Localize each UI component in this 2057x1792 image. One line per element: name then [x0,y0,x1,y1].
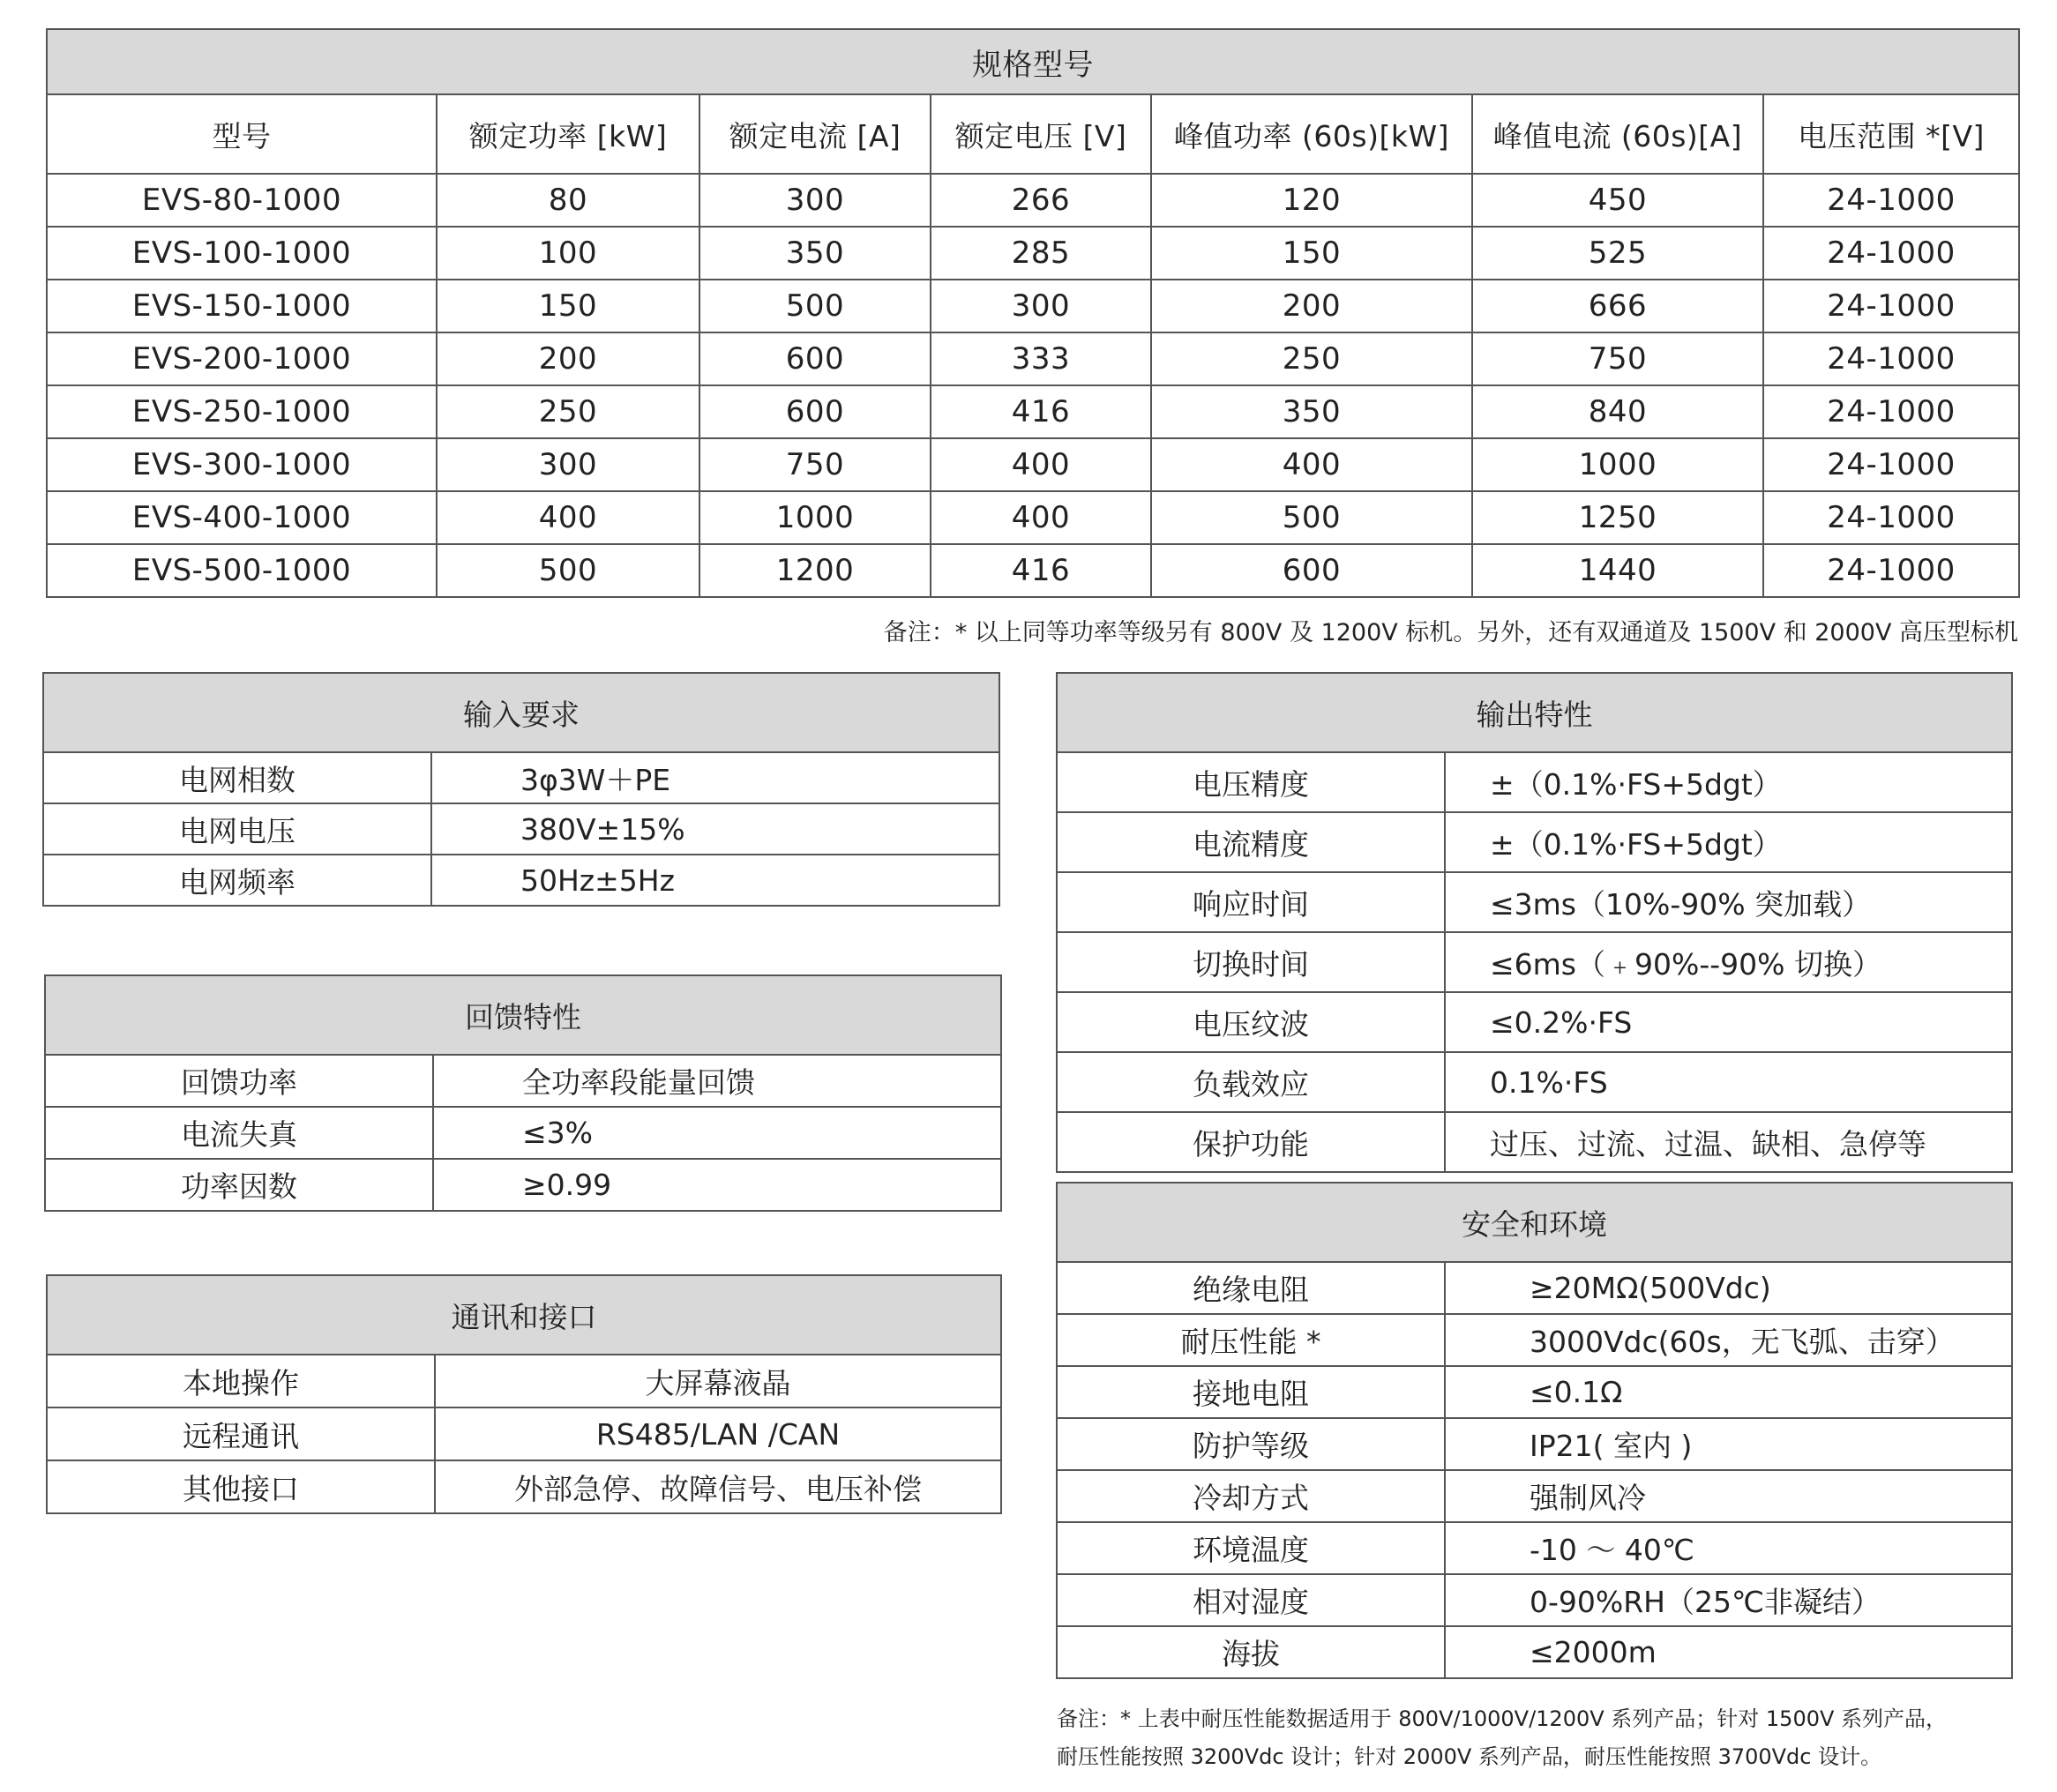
table-cell: 24-1000 [1763,491,2019,544]
table-row [47,280,2019,332]
table-row [47,332,2019,385]
table-cell: 24-1000 [1763,332,2019,385]
table-row [47,1460,1001,1513]
param-value: 0.1%·FS [1445,1052,2012,1112]
table-row [47,438,2019,491]
table-cell: 400 [1151,438,1472,491]
table-row [47,227,2019,280]
table-cell: 1000 [699,491,931,544]
param-value: 过压、过流、过温、缺相、急停等 [1445,1112,2012,1172]
param-value: ≤3% [433,1107,1001,1159]
table-row [45,1159,1001,1211]
param-value: ≤6ms（﹢90%--90% 切换） [1445,932,2012,992]
table-cell: 300 [931,280,1151,332]
param-value: 全功率段能量回馈 [433,1055,1001,1107]
param-label: 电流精度 [1057,812,1445,872]
table-row [1057,872,2012,932]
table-row [1057,1112,2012,1172]
param-label: 海拔 [1057,1626,1445,1678]
param-label: 电压纹波 [1057,992,1445,1052]
table-row [47,491,2019,544]
spec-table-title: 规格型号 [47,29,2019,94]
table-cell: 600 [699,332,931,385]
table-cell: 1250 [1472,491,1763,544]
safety-table [1056,1182,2013,1679]
table-cell: 600 [699,385,931,438]
table-row [45,1107,1001,1159]
table-row [1057,752,2012,812]
table-cell: 1000 [1472,438,1763,491]
table-cell: 24-1000 [1763,385,2019,438]
table-cell: 666 [1472,280,1763,332]
table-row [1057,1052,2012,1112]
safety-note-line: 备注：* 上表中耐压性能数据适用于 800V/1000V/1200V 系列产品；针对 1500V 系列产品， [1057,1706,1948,1731]
table-row [1057,992,2012,1052]
table-cell: 100 [437,227,699,280]
table-cell: EVS-150-1000 [47,280,437,332]
param-label: 耐压性能 * [1057,1314,1445,1366]
table-cell: 150 [437,280,699,332]
param-value: ≥0.99 [433,1159,1001,1211]
param-value: ≥20MΩ(500Vdc) [1445,1262,2012,1314]
safety-note [1057,1700,1947,1776]
param-label: 绝缘电阻 [1057,1262,1445,1314]
table-row [1057,1574,2012,1626]
table-cell: 400 [437,491,699,544]
param-label: 响应时间 [1057,872,1445,932]
param-label: 负载效应 [1057,1052,1445,1112]
table-row [1057,932,2012,992]
table-cell: 200 [437,332,699,385]
feedback-table-title: 回馈特性 [45,975,1001,1055]
table-cell: 500 [1151,491,1472,544]
table-cell: 300 [437,438,699,491]
param-value: ≤0.1Ω [1445,1366,2012,1418]
table-row [1057,1262,2012,1314]
column-header: 电压范围 *[V] [1763,94,2019,174]
comm-table [46,1274,1002,1514]
spec-note: 备注：* 以上同等功率等级另有 800V 及 1200V 标机。另外，还有双通道及 1500V 和 2000V 高压型标机 [883,619,2018,646]
spec-table [46,28,2020,598]
param-value: 大屏幕液晶 [435,1355,1001,1407]
table-cell: EVS-400-1000 [47,491,437,544]
param-value: ≤3ms（10%-90% 突加载） [1445,872,2012,932]
table-cell: 250 [1151,332,1472,385]
table-cell: 400 [931,438,1151,491]
column-header: 峰值功率 (60s)[kW] [1151,94,1472,174]
param-label: 回馈功率 [45,1055,433,1107]
table-cell: 285 [931,227,1151,280]
param-label: 电流失真 [45,1107,433,1159]
param-label: 切换时间 [1057,932,1445,992]
table-cell: 300 [699,174,931,227]
table-row [1057,1314,2012,1366]
param-value: ≤0.2%·FS [1445,992,2012,1052]
table-cell: 80 [437,174,699,227]
table-cell: 350 [699,227,931,280]
param-value: IP21( 室内 ) [1445,1418,2012,1470]
feedback-table [44,974,1002,1212]
table-cell: 24-1000 [1763,544,2019,597]
param-label: 其他接口 [47,1460,435,1513]
table-row [47,174,2019,227]
column-header: 额定电压 [V] [931,94,1151,174]
param-value: ±（0.1%·FS+5dgt） [1445,812,2012,872]
table-cell: 500 [699,280,931,332]
table-row [43,752,999,803]
table-cell: 1200 [699,544,931,597]
column-header: 额定电流 [A] [699,94,931,174]
table-row [1057,1626,2012,1678]
param-value: 3φ3W＋PE [431,752,999,803]
comm-table-title: 通讯和接口 [47,1275,1001,1355]
table-cell: 416 [931,544,1151,597]
param-label: 冷却方式 [1057,1470,1445,1522]
param-label: 防护等级 [1057,1418,1445,1470]
column-header: 峰值电流 (60s)[A] [1472,94,1763,174]
output-table [1056,672,2013,1173]
table-cell: 24-1000 [1763,438,2019,491]
param-label: 接地电阻 [1057,1366,1445,1418]
param-label: 电压精度 [1057,752,1445,812]
param-label: 电网相数 [43,752,431,803]
output-table-title: 输出特性 [1057,673,2012,752]
param-label: 电网电压 [43,803,431,855]
table-cell: 1440 [1472,544,1763,597]
table-cell: EVS-80-1000 [47,174,437,227]
table-cell: 150 [1151,227,1472,280]
input-table [42,672,1000,907]
input-table-title: 输入要求 [43,673,999,752]
param-value: RS485/LAN /CAN [435,1407,1001,1460]
table-cell: 400 [931,491,1151,544]
table-row [45,1055,1001,1107]
table-cell: 525 [1472,227,1763,280]
param-value: 380V±15% [431,803,999,855]
table-row [1057,1418,2012,1470]
table-row [43,803,999,855]
safety-note-line: 耐压性能按照 3200Vdc 设计；针对 2000V 系列产品，耐压性能按照 3700Vdc 设计。 [1057,1744,1882,1769]
table-row [47,385,2019,438]
table-cell: 450 [1472,174,1763,227]
param-label: 环境温度 [1057,1522,1445,1574]
table-cell: 24-1000 [1763,280,2019,332]
table-cell: 200 [1151,280,1472,332]
param-value: 外部急停、故障信号、电压补偿 [435,1460,1001,1513]
table-cell: 333 [931,332,1151,385]
table-row [1057,1522,2012,1574]
column-header: 额定功率 [kW] [437,94,699,174]
table-cell: 24-1000 [1763,227,2019,280]
param-label: 本地操作 [47,1355,435,1407]
param-value: ±（0.1%·FS+5dgt） [1445,752,2012,812]
table-cell: 24-1000 [1763,174,2019,227]
param-label: 保护功能 [1057,1112,1445,1172]
table-cell: 250 [437,385,699,438]
table-row [47,544,2019,597]
table-cell: 266 [931,174,1151,227]
column-header: 型号 [47,94,437,174]
param-value: 0-90%RH（25℃非凝结） [1445,1574,2012,1626]
table-cell: 600 [1151,544,1472,597]
param-label: 功率因数 [45,1159,433,1211]
param-value: 50Hz±5Hz [431,855,999,906]
param-value: 强制风冷 [1445,1470,2012,1522]
param-label: 相对湿度 [1057,1574,1445,1626]
table-cell: 416 [931,385,1151,438]
param-value: -10 ～ 40℃ [1445,1522,2012,1574]
table-row [1057,1470,2012,1522]
param-value: ≤2000m [1445,1626,2012,1678]
table-cell: EVS-300-1000 [47,438,437,491]
table-cell: 750 [1472,332,1763,385]
param-value: 3000Vdc(60s，无飞弧、击穿） [1445,1314,2012,1366]
table-cell: EVS-200-1000 [47,332,437,385]
table-row [47,1407,1001,1460]
table-cell: 840 [1472,385,1763,438]
table-row [1057,1366,2012,1418]
table-cell: EVS-100-1000 [47,227,437,280]
table-cell: 120 [1151,174,1472,227]
table-cell: 350 [1151,385,1472,438]
table-row [43,855,999,906]
param-label: 电网频率 [43,855,431,906]
safety-table-title: 安全和环境 [1057,1183,2012,1262]
table-cell: EVS-500-1000 [47,544,437,597]
table-row [1057,812,2012,872]
table-cell: 750 [699,438,931,491]
table-row [47,1355,1001,1407]
table-cell: 500 [437,544,699,597]
table-cell: EVS-250-1000 [47,385,437,438]
param-label: 远程通讯 [47,1407,435,1460]
